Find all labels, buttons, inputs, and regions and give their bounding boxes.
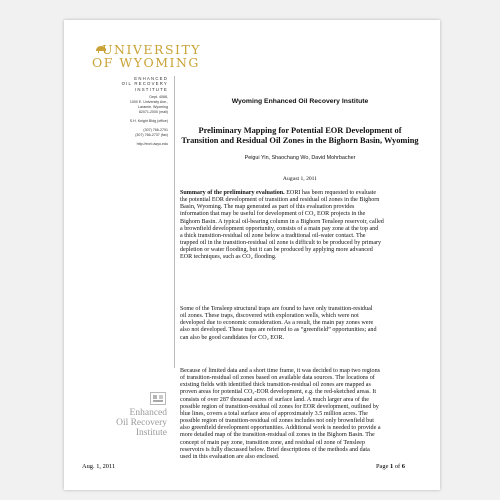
unit-title-line: OIL RECOVERY [121,81,168,87]
address-line: 1000 E. University Ave., [129,99,168,104]
footer-date: Aug. 1, 2011 [82,463,116,470]
authors: Peigui Yin, Shaochang Wo, David Mohrbacher [244,155,356,161]
address-line: Dept. 4068, [149,94,168,99]
unit-title-line: INSTITUTE [135,86,168,92]
address-line: Laramie, Wyoming [138,104,168,109]
page-number: Page 1 of 6 [376,463,405,470]
logo-line-wyoming: OF WYOMING [92,55,200,70]
publication-date: August 1, 2011 [282,176,318,182]
summary-paragraph: Summary of the preliminary evaluation. EORI has been requested to evaluate the potential EOR development of transition and residual oil zones in the Bighorn Basin, Wyoming. The map generated as part of this evaluation provides information that may be useful for development of CO₂ EOR projects in the Bighorn Basin. A typical oil-bearing column in a Bighorn Tensleep reservoir, called a brownfield development opportunity, consists of a main pay zone at the top and a thick transition-residual oil zone below a traditional oil-water contact. The trapped oil in the transition-residual oil zone is difficult to be produced by primary depletion or water flooding, but it can be produced by applying more advanced EOR techniques, such as CO₂ flooding. [180,190,384,261]
phone-line: (307) 766-2791 [143,127,168,132]
address-line: 82071-2000 (mail) [138,109,168,114]
document-title: Preliminary Mapping for Potential EOR Development of Transition and Residual Oil Zones in the Bighorn Basin, Wyoming [181,126,419,145]
summary-lead: Summary of the preliminary evaluation. [180,190,285,196]
eori-watermark-text: Enhanced Oil Recovery Institute [116,408,167,438]
sidebar-address [90,76,168,147]
fax-line: (307) 766-2737 (fax) [135,132,168,137]
mapping-paragraph: Because of limited data and a short time frame, it was decided to map two regions of transition-residual oil zones based on available data sources. The locations of existing fields with identified thick transition-residual oil zones are mapped as proven areas for potential CO₂-EOR development, e.g. the red-sketched areas. It consists of over 287 thousand acres of surface land. A much larger area of the possible region of transition-residual oil zones for EOR development, outlined by blue lines, covers a total surface area of approximately 3.5 million acres. The possible region of transition-residual oil zones includes not only brownfield but also greenfield development opportunities. Additional work is needed to provide a more detailed map of the transition-residual oil zones in the Bighorn Basin. The concept of main pay zone, transition zone, and residual oil zone of Tensleep reservoirs is fully discussed below. Brief descriptions of the methods and data used in this evaluation are also enclosed. [180,368,381,460]
sidebar-divider [174,76,175,368]
website-link[interactable]: http://eori.uwyo.edu [136,141,168,146]
institute-heading: Wyoming Enhanced Oil Recovery Institute [231,98,369,105]
unit-title-line: ENHANCED [134,76,168,81]
document-page [64,20,440,490]
logo-line-university: UNIVERSITY [102,42,202,57]
office-line: S.H. Knight Bldg (office) [129,118,168,123]
greenfield-paragraph: Some of the Tensleep structural traps are found to have only transition-residual oil zones. These traps, discovered with exploration wells, which were not developed due to economic consideration. As a result, the main pay zones were also not developed. These traps are referred to as “greenfield” opportunities; and can also be good candidates for CO₂ EOR. [180,306,377,341]
eori-logo-icon [150,392,166,405]
